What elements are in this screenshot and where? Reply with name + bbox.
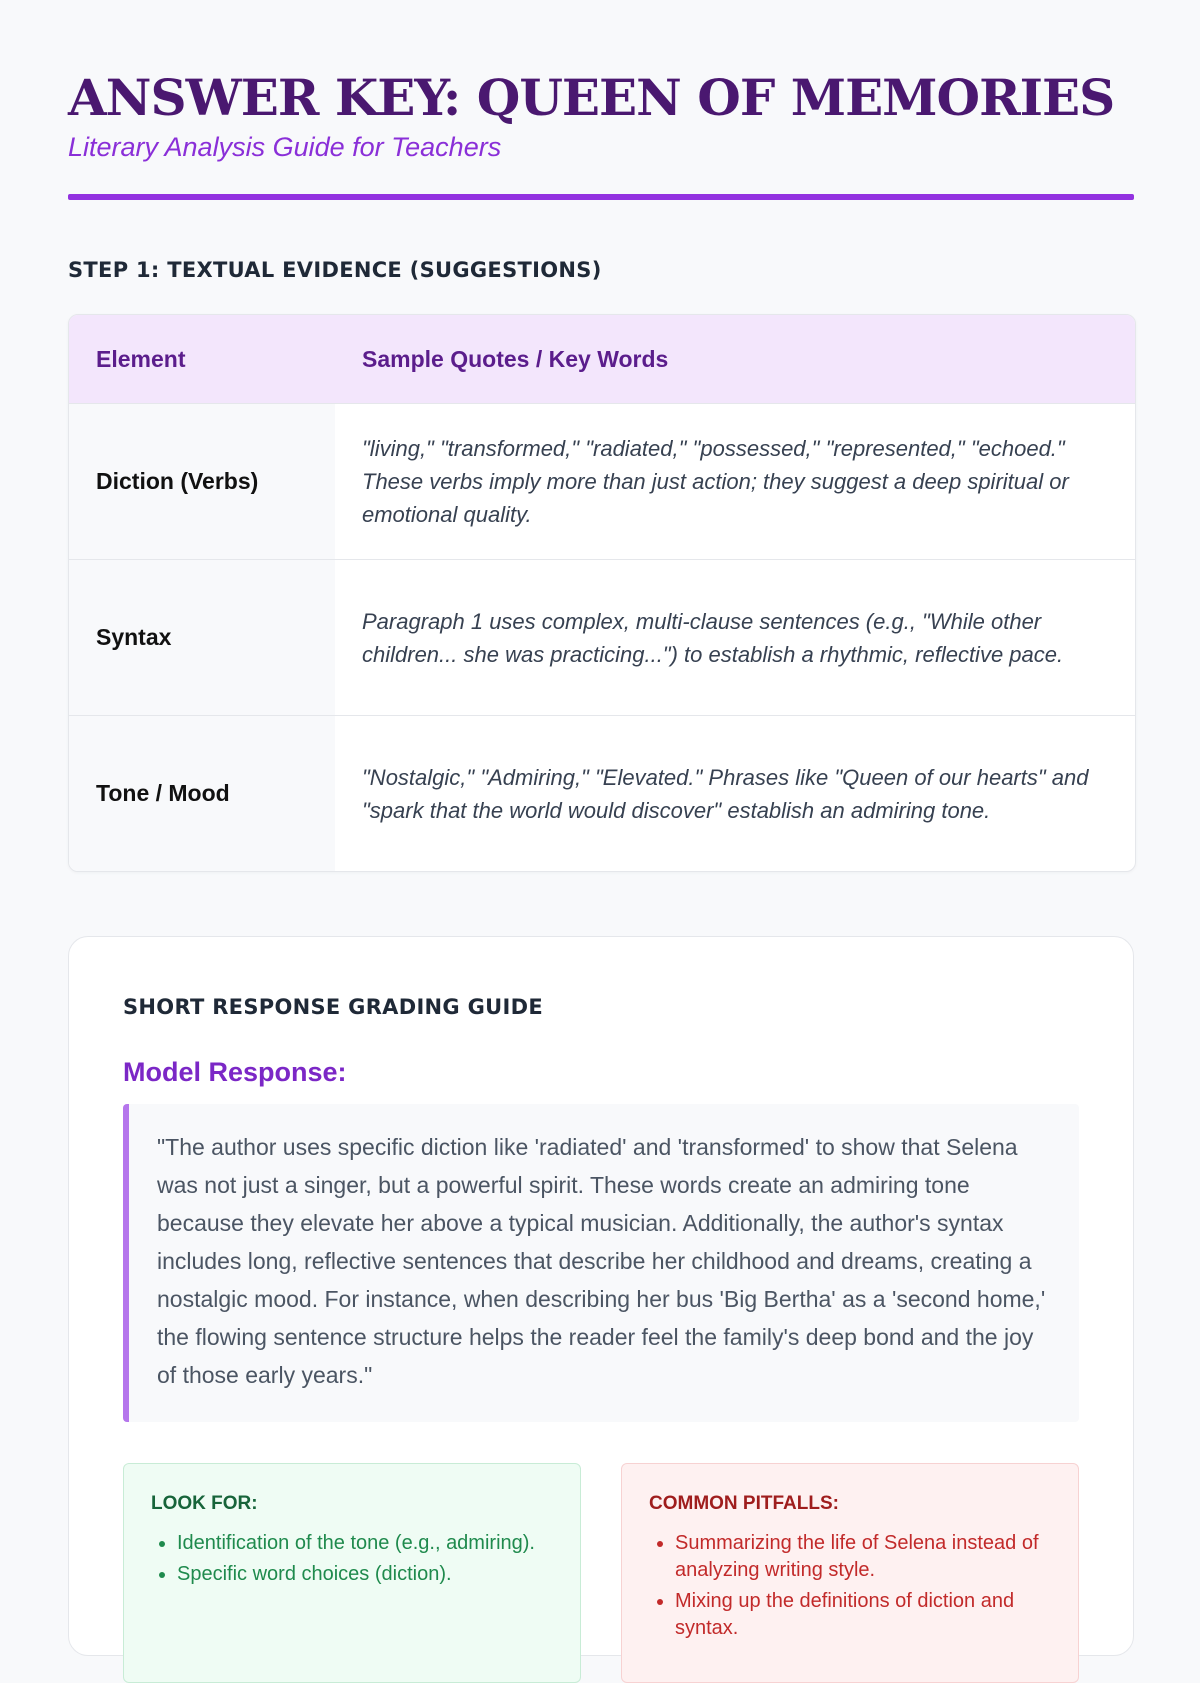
grading-guide-card xyxy=(68,936,1134,1656)
table-row xyxy=(69,716,1135,871)
page-title: ANSWER KEY: QUEEN OF MEMORIES xyxy=(68,68,1115,127)
evidence-section-heading: STEP 1: TEXTUAL EVIDENCE (SUGGESTIONS) xyxy=(68,258,602,282)
model-response-label: Model Response: xyxy=(123,1057,347,1087)
table-header-row xyxy=(69,315,1135,404)
row-quotes-tone: "Nostalgic," "Admiring," "Elevated." Phrases like "Queen of our hearts" and "spark that the world would discover" establish an admiring tone. xyxy=(362,764,1089,823)
evidence-table xyxy=(68,314,1136,872)
model-response-quote: "The author uses specific diction like 'radiated' and 'transformed' to show that Selena was not just a singer, but a powerful spirit. These words create an admiring tone because they elevate her above a typical musician. Additionally, the author's syntax includes long, reflective sentences that describe her childhood and dreams, creating a nostalgic mood. For instance, when describing her bus 'Big Bertha' as a 'second home,' the flowing sentence structure helps the reader feel the family's deep bond and the joy of those early years." xyxy=(123,1104,1079,1422)
row-element-syntax: Syntax xyxy=(69,560,335,715)
row-element-diction: Diction (Verbs) xyxy=(69,404,335,559)
row-element-tone: Tone / Mood xyxy=(69,716,335,871)
pitfalls-title: COMMON PITFALLS: xyxy=(649,1493,839,1514)
column-header-element: Element xyxy=(96,345,186,372)
title-divider xyxy=(68,194,1134,200)
look-for-box xyxy=(123,1463,581,1683)
grading-section-heading: SHORT RESPONSE GRADING GUIDE xyxy=(123,995,543,1019)
pitfalls-list xyxy=(649,1530,1052,1642)
table-row xyxy=(69,404,1135,560)
look-for-list xyxy=(151,1530,554,1588)
list-item: • Identification of the tone (e.g., admiring). xyxy=(177,1530,554,1557)
common-pitfalls-box xyxy=(621,1463,1079,1683)
look-for-title: LOOK FOR: xyxy=(151,1493,258,1514)
row-quotes-syntax: Paragraph 1 uses complex, multi-clause sentences (e.g., "While other children... she was practicing...") to establish a rhythmic, reflective pace. xyxy=(362,608,1064,667)
page-subtitle: Literary Analysis Guide for Teachers xyxy=(68,132,502,162)
list-item: • Summarizing the life of Selena instead of analyzing writing style. xyxy=(675,1530,1052,1584)
table-row xyxy=(69,560,1135,716)
row-quotes-diction: "living," "transformed," "radiated," "possessed," "represented," "echoed." These verbs imply more than just action; they suggest a deep spiritual or emotional quality. xyxy=(362,436,1069,527)
column-header-quotes: Sample Quotes / Key Words xyxy=(362,345,669,372)
list-item: • Specific word choices (diction). xyxy=(177,1561,554,1588)
list-item: • Mixing up the definitions of diction and syntax. xyxy=(675,1588,1052,1642)
